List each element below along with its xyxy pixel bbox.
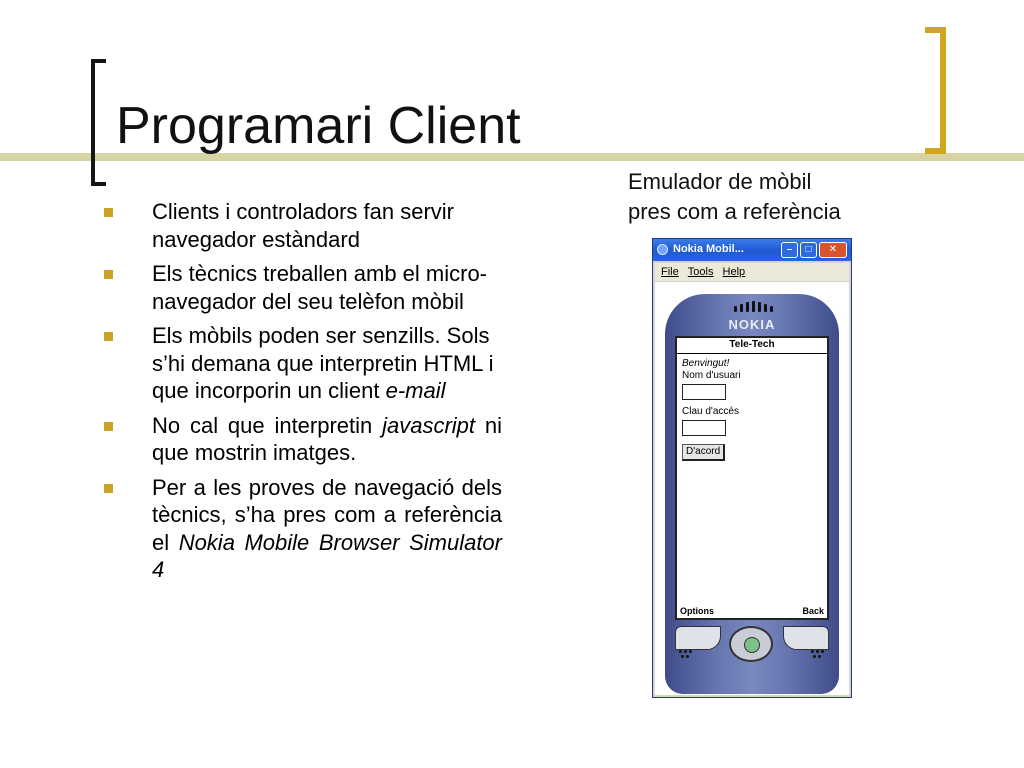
bullet-text: Clients i controladors fan servir navegador estàndard xyxy=(152,199,455,252)
bullet-item xyxy=(100,474,502,584)
screen-header: Tele-Tech xyxy=(677,338,827,354)
menu-file[interactable]: File xyxy=(661,266,679,278)
caption-line: pres com a referència xyxy=(628,199,841,224)
bullet-text: javascript xyxy=(382,412,476,438)
password-input[interactable] xyxy=(682,420,726,436)
right-softkey-button[interactable] xyxy=(783,626,829,650)
bullet-square-icon xyxy=(104,332,113,341)
bullet-list xyxy=(100,198,502,591)
menu-help[interactable]: Help xyxy=(722,266,746,278)
bullet-item xyxy=(100,198,502,253)
caption-line: Emulador de mòbil xyxy=(628,169,812,194)
bullet-text: e-mail xyxy=(385,378,446,403)
menu-bar xyxy=(655,263,849,281)
window-titlebar[interactable] xyxy=(653,239,851,261)
screen-body xyxy=(677,354,827,465)
phone-keypad xyxy=(665,624,839,694)
bullet-item xyxy=(100,412,502,467)
menu-tools[interactable]: Tools xyxy=(687,266,714,278)
bullet-text: No cal que interpretin xyxy=(152,412,383,438)
softkey-bar xyxy=(677,604,827,618)
emulator-window xyxy=(652,238,852,698)
softkey-back[interactable]: Back xyxy=(802,606,824,616)
window-title: Nokia Mobil... xyxy=(673,243,744,255)
left-grille-decoration xyxy=(679,650,693,662)
bullet-item xyxy=(100,322,502,405)
minimize-icon[interactable]: – xyxy=(781,242,798,258)
bullet-text: Nokia Mobile Browser Simulator 4 xyxy=(152,529,502,582)
emulator-caption xyxy=(628,167,841,227)
phone-brand-logo: NOKIA xyxy=(728,317,776,332)
speaker-grille xyxy=(732,300,774,312)
bullet-text: Per a les proves de navegació dels tècnics, s’ha pres com a referència el xyxy=(152,474,502,555)
bullet-text: Els mòbils poden ser senzills. Sols s’hi demana que interpretin HTML i que incorporin un client xyxy=(152,323,494,403)
bullet-text: Els tècnics treballen amb el micro-navegador del seu telèfon mòbil xyxy=(152,261,488,314)
bullet-square-icon xyxy=(104,484,113,493)
navigation-pad[interactable] xyxy=(729,626,773,662)
username-label: Nom d'usuari xyxy=(682,370,741,381)
bullet-square-icon xyxy=(104,208,113,217)
slide-title: Programari Client xyxy=(116,97,521,155)
left-bracket-decoration xyxy=(91,59,106,186)
right-bracket-decoration xyxy=(925,27,946,154)
bullet-item xyxy=(100,260,502,315)
username-input[interactable] xyxy=(682,384,726,400)
maximize-icon[interactable]: □ xyxy=(800,242,817,258)
left-softkey-button[interactable] xyxy=(675,626,721,650)
select-key[interactable] xyxy=(744,637,760,653)
right-grille-decoration xyxy=(811,650,825,662)
phone-body xyxy=(665,294,839,694)
bullet-text: ni que mostrin imatges. xyxy=(152,412,502,465)
close-icon[interactable]: ✕ xyxy=(819,242,847,258)
password-label: Clau d'accés xyxy=(682,406,739,417)
softkey-options[interactable]: Options xyxy=(680,606,714,616)
bullet-square-icon xyxy=(104,422,113,431)
bullet-square-icon xyxy=(104,270,113,279)
app-icon xyxy=(657,244,668,255)
greeting-text: Benvingut! xyxy=(682,358,730,369)
window-client-area xyxy=(655,282,849,695)
submit-button[interactable]: D'acord xyxy=(682,444,725,461)
phone-screen xyxy=(675,336,829,620)
